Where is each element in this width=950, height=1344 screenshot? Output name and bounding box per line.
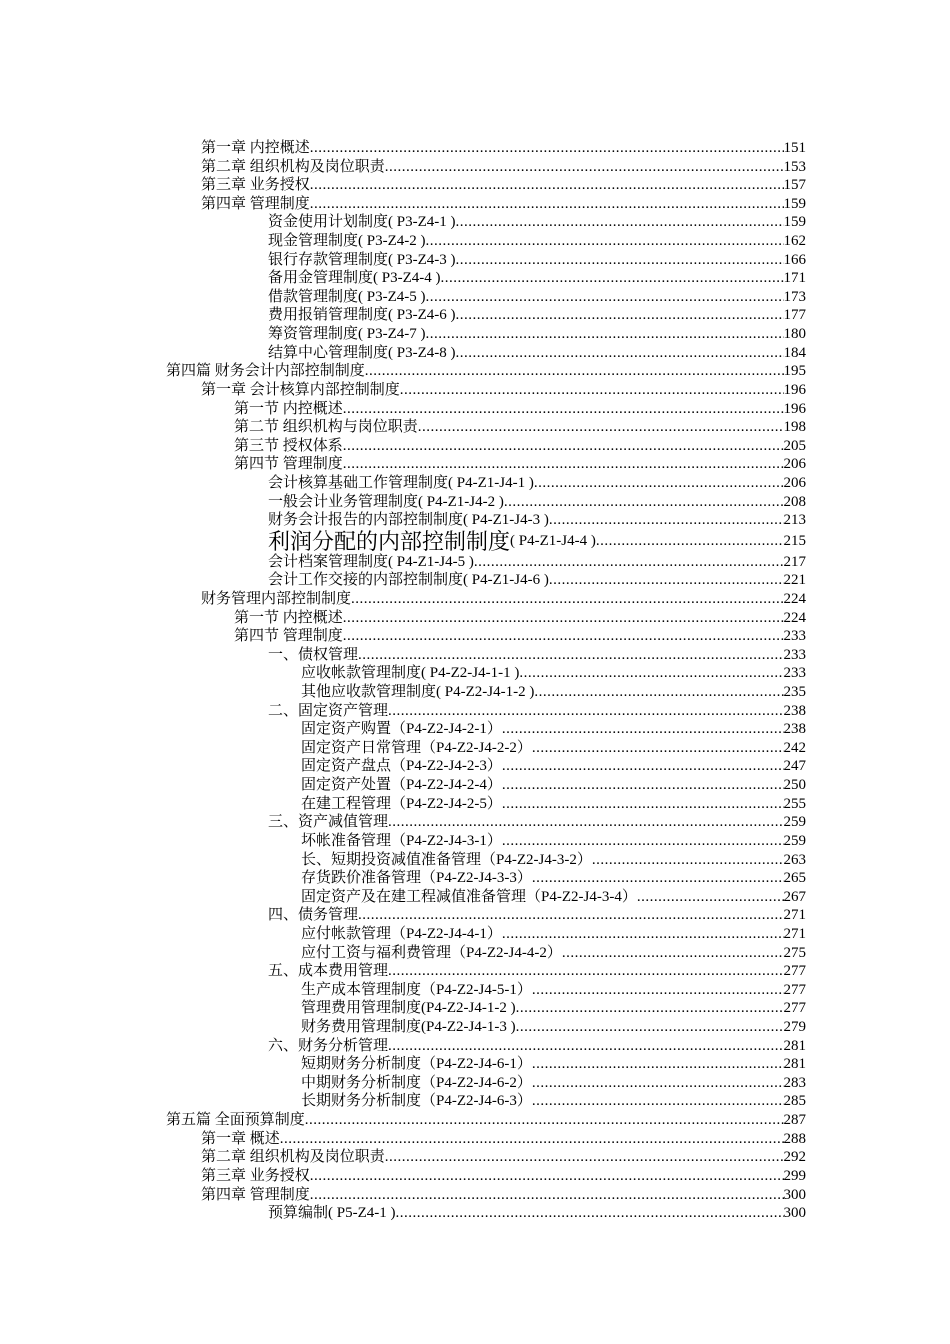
toc-page-number: 300 — [783, 1186, 806, 1203]
toc-entry-title: 备用金管理制度( P3-Z4-4 ) — [268, 270, 441, 287]
toc-entry[interactable] — [0, 1167, 806, 1186]
toc-entry[interactable] — [0, 232, 806, 251]
toc-page-number: 233 — [783, 628, 806, 645]
toc-entry[interactable] — [0, 646, 806, 665]
toc-page-number: 224 — [783, 609, 806, 626]
toc-entry[interactable] — [0, 925, 806, 944]
toc-page-number: 171 — [783, 270, 806, 287]
toc-page-number: 259 — [783, 832, 806, 849]
toc-dot-leader — [532, 1092, 784, 1111]
toc-entry-title: 第四节 管理制度 — [234, 628, 343, 645]
toc-entry-title: 费用报销管理制度( P3-Z4-6 ) — [268, 307, 456, 324]
toc-page-number: 206 — [783, 456, 806, 473]
toc-dot-leader — [456, 213, 784, 232]
toc-page-number: 166 — [783, 251, 806, 268]
toc-page-number: 213 — [783, 512, 806, 529]
toc-page-number: 215 — [783, 532, 806, 549]
toc-page-number: 263 — [783, 851, 806, 868]
toc-entry[interactable] — [0, 1130, 806, 1149]
toc-entry-title: 第一节 内控概述 — [234, 609, 343, 626]
toc-dot-leader — [343, 437, 784, 456]
toc-entry-title: 第二章 组织机构及岗位职责 — [201, 1149, 385, 1166]
toc-page-number: 238 — [783, 702, 806, 719]
toc-entry[interactable] — [0, 702, 806, 721]
toc-entry[interactable] — [0, 553, 806, 572]
toc-dot-leader — [596, 530, 784, 553]
toc-entry-title: 第四篇 财务会计内部控制制度 — [166, 363, 365, 380]
toc-page-number: 238 — [783, 721, 806, 738]
toc-entry[interactable] — [0, 683, 806, 702]
toc-page-number: 184 — [783, 344, 806, 361]
toc-dot-leader — [532, 739, 784, 758]
toc-dot-leader — [502, 795, 784, 814]
toc-dot-leader — [388, 1037, 783, 1056]
toc-dot-leader — [502, 757, 784, 776]
toc-entry-title: 第三章 业务授权 — [201, 177, 310, 194]
toc-entry[interactable] — [0, 1186, 806, 1205]
toc-entry[interactable] — [0, 251, 806, 270]
toc-dot-leader — [456, 344, 784, 363]
toc-entry[interactable] — [0, 511, 806, 530]
toc-dot-leader — [426, 325, 784, 344]
toc-entry-title: 现金管理制度( P3-Z4-2 ) — [268, 233, 426, 250]
toc-dot-leader — [385, 1148, 784, 1167]
toc-entry-title: 财务费用管理制度(P4-Z2-J4-1-3 ) — [301, 1019, 516, 1036]
toc-entry[interactable] — [0, 813, 806, 832]
toc-entry[interactable] — [0, 609, 806, 628]
toc-page-number: 247 — [783, 758, 806, 775]
toc-dot-leader — [365, 362, 784, 381]
toc-entry[interactable] — [0, 1037, 806, 1056]
toc-page-number: 287 — [783, 1112, 806, 1129]
toc-page-number: 285 — [783, 1093, 806, 1110]
toc-page-number: 159 — [783, 195, 806, 212]
toc-entry-title: 二、固定资产管理 — [268, 702, 389, 719]
toc-entry[interactable] — [0, 176, 806, 195]
toc-entry[interactable] — [0, 981, 806, 1000]
toc-page-number: 224 — [783, 591, 806, 607]
toc-entry-title: 应收帐款管理制度( P4-Z2-J4-1-1 ) — [301, 665, 520, 682]
toc-page-number: 283 — [783, 1074, 806, 1091]
toc-entry[interactable] — [0, 627, 806, 646]
toc-entry-title: 资金使用计划制度( P3-Z4-1 ) — [268, 214, 456, 231]
toc-dot-leader — [388, 813, 783, 832]
toc-entry-title: 应付帐款管理（P4-Z2-J4-4-1） — [301, 925, 502, 942]
toc-page-number: 281 — [783, 1037, 806, 1054]
toc-entry[interactable] — [0, 1204, 806, 1223]
toc-entry-title: 固定资产日常管理（P4-Z2-J4-2-2） — [301, 739, 532, 756]
toc-entry[interactable] — [0, 1055, 806, 1074]
toc-entry-title: 坏帐准备管理（P4-Z2-J4-3-1） — [301, 832, 502, 849]
toc-entry[interactable] — [0, 758, 806, 777]
toc-page-number: 217 — [783, 553, 806, 570]
toc-page-number: 233 — [783, 646, 806, 663]
toc-entry-title: 中期财务分析制度（P4-Z2-J4-6-2） — [301, 1074, 532, 1091]
toc-entry-title: 固定资产盘点（P4-Z2-J4-2-3） — [301, 758, 502, 775]
toc-dot-leader — [343, 455, 784, 474]
toc-page-number: 255 — [783, 795, 806, 812]
toc-entry-title: 其他应收款管理制度( P4-Z2-J4-1-2 ) — [301, 684, 535, 701]
toc-page-number: 267 — [783, 888, 806, 905]
toc-dot-leader — [310, 195, 784, 214]
toc-page-number: 275 — [783, 944, 806, 961]
toc-entry[interactable] — [0, 530, 806, 553]
toc-dot-leader — [474, 553, 784, 572]
toc-entry-title: 在建工程管理（P4-Z2-J4-2-5） — [301, 795, 502, 812]
toc-entry-title: 第三章 业务授权 — [201, 1167, 310, 1184]
toc-entry-title: 财务会计报告的内部控制制度( P4-Z1-J4-3 ) — [268, 512, 549, 529]
toc-page-number: 288 — [783, 1130, 806, 1147]
toc-entry[interactable] — [0, 962, 806, 981]
toc-page-number: 221 — [783, 572, 806, 589]
toc-entry-title: 三、资产减值管理 — [268, 814, 389, 831]
toc-dot-leader — [637, 888, 784, 907]
toc-dot-leader — [504, 493, 784, 512]
toc-dot-leader — [456, 306, 784, 325]
toc-entry[interactable] — [0, 493, 806, 512]
toc-dot-leader — [343, 400, 784, 419]
toc-entry[interactable] — [0, 1092, 806, 1111]
toc-entry[interactable] — [0, 795, 806, 814]
toc-entry[interactable] — [0, 776, 806, 795]
toc-dot-leader — [310, 1186, 784, 1205]
toc-page-number: 277 — [783, 981, 806, 998]
toc-page-number: 196 — [783, 400, 806, 417]
toc-entry[interactable] — [0, 325, 806, 344]
toc-entry-title: 第三节 授权体系 — [234, 437, 343, 454]
toc-entry-title: 存货跌价准备管理（P4-Z2-J4-3-3） — [301, 870, 532, 887]
toc-entry[interactable] — [0, 1074, 806, 1093]
toc-entry[interactable] — [0, 944, 806, 963]
toc-dot-leader — [441, 269, 784, 288]
toc-entry-title: 六、财务分析管理 — [268, 1037, 389, 1054]
toc-page-number: 177 — [783, 307, 806, 324]
toc-entry-title: 财务管理内部控制制度 — [201, 591, 352, 607]
toc-dot-leader — [400, 381, 784, 400]
toc-dot-leader — [549, 571, 784, 590]
toc-page-number: 271 — [783, 925, 806, 942]
toc-entry[interactable] — [0, 455, 806, 474]
toc-page-number: 277 — [783, 963, 806, 980]
toc-dot-leader — [310, 176, 784, 195]
toc-page-number: 233 — [783, 665, 806, 682]
toc-dot-leader — [310, 139, 784, 158]
toc-entry[interactable] — [0, 288, 806, 307]
toc-entry[interactable] — [0, 999, 806, 1018]
toc-dot-leader — [388, 702, 783, 721]
toc-entry-title: 固定资产及在建工程减值准备管理（P4-Z2-J4-3-4） — [301, 888, 637, 905]
toc-entry[interactable] — [0, 851, 806, 870]
toc-page-number: 281 — [783, 1056, 806, 1073]
toc-entry-title: 第四节 管理制度 — [234, 456, 343, 473]
toc-page-number: 153 — [783, 158, 806, 175]
toc-entry[interactable] — [0, 306, 806, 325]
toc-dot-leader — [532, 869, 784, 888]
toc-page-number: 173 — [783, 288, 806, 305]
toc-dot-leader — [456, 251, 784, 270]
toc-entry-title: 长期财务分析制度（P4-Z2-J4-6-3） — [301, 1093, 532, 1110]
toc-entry[interactable] — [0, 571, 806, 590]
toc-dot-leader — [534, 474, 784, 493]
toc-entry-title: 应付工资与福利费管理（P4-Z2-J4-4-2） — [301, 944, 562, 961]
toc-entry[interactable] — [0, 418, 806, 437]
toc-entry-title: 会计档案管理制度( P4-Z1-J4-5 ) — [268, 553, 474, 570]
toc-dot-leader — [396, 1204, 784, 1223]
toc-entry-title: 第四章 管理制度 — [201, 1186, 310, 1203]
toc-entry-title: 第五篇 全面预算制度 — [166, 1112, 305, 1129]
toc-entry[interactable] — [0, 888, 806, 907]
toc-entry-title: 预算编制( P5-Z4-1 ) — [268, 1205, 396, 1222]
toc-entry-title: 五、成本费用管理 — [268, 963, 389, 980]
toc-entry[interactable] — [0, 195, 806, 214]
toc-dot-leader — [343, 609, 784, 628]
toc-entry[interactable] — [0, 1148, 806, 1167]
toc-dot-leader — [549, 511, 784, 530]
toc-dot-leader — [562, 944, 784, 963]
toc-entry-title: 筹资管理制度( P3-Z4-7 ) — [268, 326, 426, 343]
toc-page-number: 292 — [783, 1149, 806, 1166]
toc-entry-title: 银行存款管理制度( P3-Z4-3 ) — [268, 251, 456, 268]
toc-entry[interactable] — [0, 400, 806, 419]
toc-entry[interactable] — [0, 664, 806, 683]
toc-entry-title: 第二节 组织机构与岗位职责 — [234, 419, 418, 436]
toc-entry[interactable] — [0, 437, 806, 456]
toc-entry-title: 生产成本管理制度（P4-Z2-J4-5-1） — [301, 981, 532, 998]
toc-entry[interactable] — [0, 139, 806, 158]
toc-entry-title: 会计工作交接的内部控制制度( P4-Z1-J4-6 ) — [268, 572, 549, 589]
toc-entry-title: 会计核算基础工作管理制度( P4-Z1-J4-1 ) — [268, 474, 534, 491]
toc-dot-leader — [519, 664, 783, 683]
toc-entry[interactable] — [0, 158, 806, 177]
toc-dot-leader — [502, 720, 784, 739]
toc-entry-title: 第一章 会计核算内部控制制度 — [201, 381, 400, 398]
toc-dot-leader — [305, 1111, 784, 1130]
toc-page-number: 250 — [783, 777, 806, 794]
toc-dot-leader — [426, 232, 784, 251]
toc-page-number: 157 — [783, 177, 806, 194]
toc-dot-leader — [388, 962, 783, 981]
toc-entry-title: 管理费用管理制度(P4-Z2-J4-1-2 ) — [301, 1000, 516, 1017]
toc-page-number: 259 — [783, 814, 806, 831]
toc-dot-leader — [358, 646, 783, 665]
toc-entry[interactable] — [0, 739, 806, 758]
toc-entry-title: 第四章 管理制度 — [201, 195, 310, 212]
toc-page-number: 277 — [783, 1000, 806, 1017]
toc-entry[interactable] — [0, 474, 806, 493]
toc-page-number: 235 — [783, 684, 806, 701]
toc-dot-leader — [532, 1074, 784, 1093]
toc-page-number: 208 — [783, 493, 806, 510]
toc-page-number: 195 — [783, 363, 806, 380]
toc-entry[interactable] — [0, 906, 806, 925]
toc-entry[interactable] — [0, 1018, 806, 1037]
toc-page-number: 196 — [783, 381, 806, 398]
toc-entry-title: 第一章 概述 — [201, 1130, 280, 1147]
toc-entry[interactable] — [0, 269, 806, 288]
toc-entry-title: 固定资产购置（P4-Z2-J4-2-1） — [301, 721, 502, 738]
toc-page-number: 162 — [783, 233, 806, 250]
toc-entry[interactable] — [0, 381, 806, 400]
toc-entry-title: 借款管理制度( P3-Z4-5 ) — [268, 288, 426, 305]
toc-dot-leader — [502, 832, 784, 851]
toc-entry-title: 利润分配的内部控制制度 — [268, 528, 511, 554]
toc-entry-title: 第一节 内控概述 — [234, 400, 343, 417]
toc-entry-title: 一、债权管理 — [268, 646, 359, 663]
toc-entry[interactable] — [0, 869, 806, 888]
toc-page-number: 180 — [783, 326, 806, 343]
toc-page-number: 300 — [783, 1205, 806, 1222]
toc-dot-leader — [502, 925, 784, 944]
toc-dot-leader — [502, 776, 784, 795]
toc-dot-leader — [351, 590, 783, 609]
toc-dot-leader — [592, 851, 784, 870]
toc-dot-leader — [358, 906, 783, 925]
toc-page-number: 206 — [783, 474, 806, 491]
toc-dot-leader — [310, 1167, 784, 1186]
toc-page-number: 271 — [783, 907, 806, 924]
toc-page-number: 279 — [783, 1019, 806, 1036]
toc-dot-leader — [534, 683, 783, 702]
toc-entry[interactable] — [0, 590, 806, 609]
toc-entry-title: 固定资产处置（P4-Z2-J4-2-4） — [301, 777, 502, 794]
toc-entry-title: 结算中心管理制度( P3-Z4-8 ) — [268, 344, 456, 361]
toc-entry-title: 长、短期投资减值准备管理（P4-Z2-J4-3-2） — [301, 851, 592, 868]
toc-entry-code: ( P4-Z1-J4-4 ) — [510, 532, 596, 549]
toc-dot-leader — [516, 1018, 784, 1037]
toc-page-number: 205 — [783, 437, 806, 454]
toc-entry-title: 第二章 组织机构及岗位职责 — [201, 158, 385, 175]
toc-dot-leader — [426, 288, 784, 307]
toc-page-number: 299 — [783, 1167, 806, 1184]
toc-entry[interactable] — [0, 344, 806, 363]
toc-dot-leader — [418, 418, 784, 437]
toc-entry-title: 第一章 内控概述 — [201, 139, 310, 156]
toc-entry[interactable] — [0, 213, 806, 232]
toc-entry-title: 四、债务管理 — [268, 907, 359, 924]
toc-entry[interactable] — [0, 832, 806, 851]
toc-entry[interactable] — [0, 720, 806, 739]
toc-entry[interactable] — [0, 362, 806, 381]
toc-page-number: 159 — [783, 214, 806, 231]
toc-dot-leader — [516, 999, 784, 1018]
toc-dot-leader — [532, 981, 784, 1000]
toc-entry[interactable] — [0, 1111, 806, 1130]
toc-page-number: 151 — [783, 139, 806, 156]
toc-page-number: 265 — [783, 870, 806, 887]
toc-entry-title: 一般会计业务管理制度( P4-Z1-J4-2 ) — [268, 493, 504, 510]
toc-dot-leader — [385, 158, 784, 177]
toc-entry-title: 短期财务分析制度（P4-Z2-J4-6-1） — [301, 1056, 532, 1073]
table-of-contents — [0, 139, 950, 1223]
toc-dot-leader — [280, 1130, 784, 1149]
toc-dot-leader — [343, 627, 784, 646]
toc-page-number: 242 — [783, 739, 806, 756]
toc-dot-leader — [532, 1055, 784, 1074]
toc-page-number: 198 — [783, 419, 806, 436]
